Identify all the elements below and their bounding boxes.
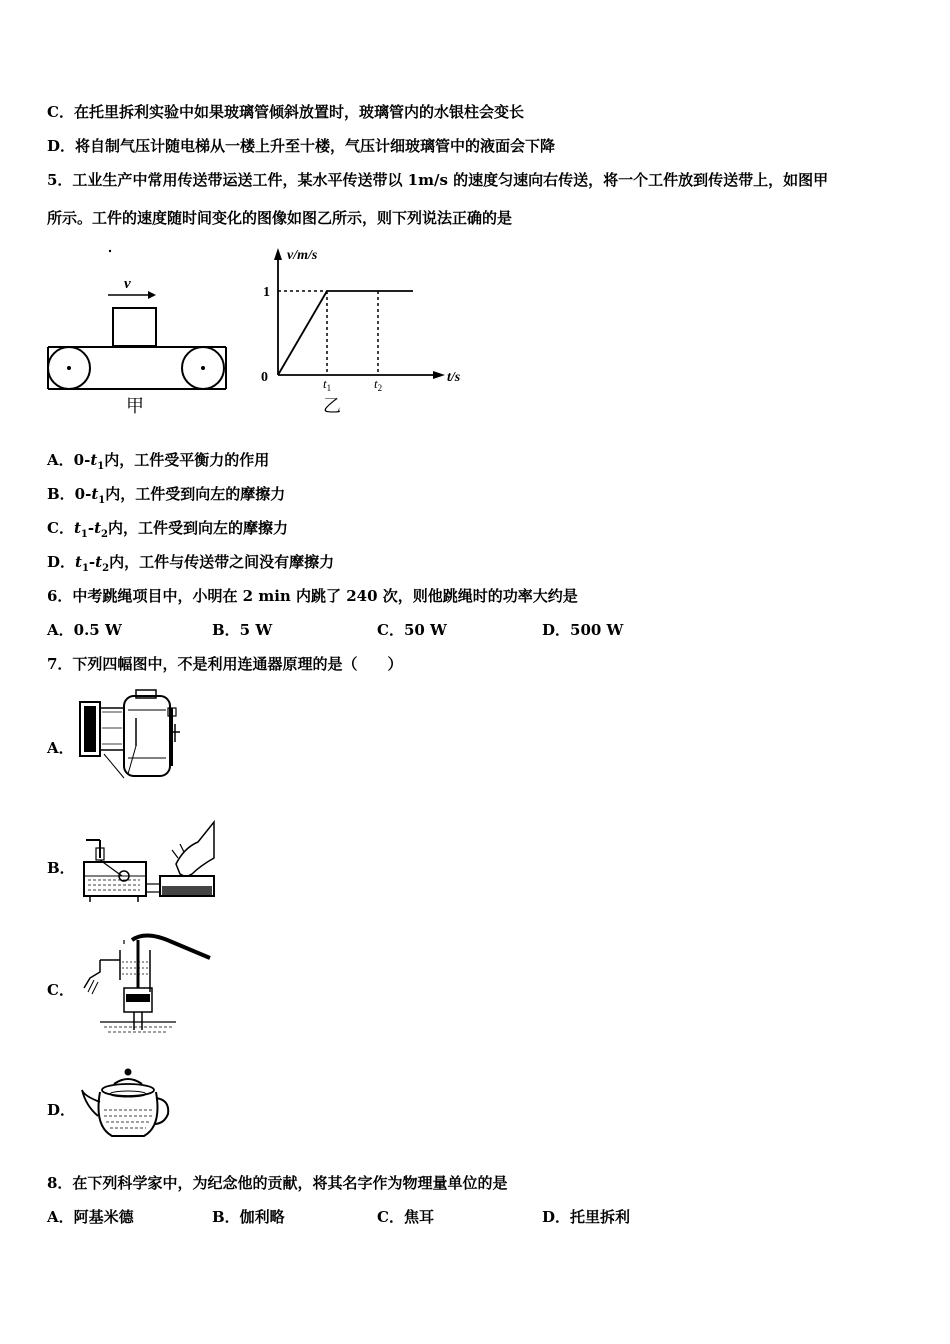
boiler-water-gauge-figure bbox=[74, 688, 184, 783]
t1-label: $t_1$ bbox=[323, 376, 332, 393]
q6-option-a: A．0.5 W bbox=[47, 621, 122, 639]
y-axis-label: v/m/s bbox=[287, 248, 318, 263]
q6-option-b: B．5 W bbox=[212, 621, 273, 639]
q5-option-c: C．$t_1-t_2$内，工件受到向左的摩擦力 bbox=[47, 519, 289, 540]
q6-stem: 6．中考跳绳项目中，小明在 2 min 内跳了 240 次，则他跳绳时的功率大约是 bbox=[47, 587, 578, 605]
q8-option-b: B．伽利略 bbox=[212, 1208, 285, 1226]
y-tick-1: 1 bbox=[263, 285, 270, 300]
t2-label: $t_2$ bbox=[374, 376, 383, 393]
figure-yi-caption: 乙 bbox=[323, 396, 341, 417]
q8-option-c: C．焦耳 bbox=[377, 1208, 434, 1226]
q4-option-d: D．将自制气压计随电梯从一楼上升至十楼，气压计细玻璃管中的液面会下降 bbox=[47, 137, 556, 155]
q6-option-d: D．500 W bbox=[542, 621, 624, 639]
livestock-water-trough-figure bbox=[80, 818, 220, 913]
velocity-label: v bbox=[124, 276, 131, 292]
q4-option-c: C．在托里拆利实验中如果玻璃管倾斜放置时，玻璃管内的水银柱会变长 bbox=[47, 103, 524, 121]
q7-option-c-label: C． bbox=[47, 981, 74, 999]
q5-option-d: D．$t_1-t_2$内，工件与传送带之间没有摩擦力 bbox=[47, 553, 335, 574]
water-pump-figure bbox=[80, 930, 220, 1040]
q5-stem-line2: 所示。工件的速度随时间变化的图像如图乙所示，则下列说法正确的是 bbox=[47, 209, 513, 227]
origin-label: 0 bbox=[261, 370, 268, 385]
teapot-figure bbox=[80, 1066, 180, 1146]
q7-option-a-label: A． bbox=[47, 739, 74, 757]
q5-option-a: A．$0-t_1$内，工件受平衡力的作用 bbox=[47, 451, 270, 472]
q7-option-b-label: B． bbox=[47, 859, 75, 877]
q8-option-a: A．阿基米德 bbox=[47, 1208, 134, 1226]
q5-stem-line1: 5．工业生产中常用传送带运送工件，某水平传送带以 1m/s 的速度匀速向右传送，将一个工件放到传送带上，如图甲 bbox=[47, 171, 829, 189]
q7-option-d-label: D． bbox=[47, 1101, 76, 1119]
figure-jia-caption: 甲 bbox=[126, 396, 144, 417]
q6-option-c: C．50 W bbox=[377, 621, 447, 639]
velocity-time-graph bbox=[255, 240, 475, 420]
q7-stem: 7．下列四幅图中，不是利用连通器原理的是（ ） bbox=[47, 655, 403, 673]
conveyor-belt-figure bbox=[40, 240, 240, 420]
x-axis-label: t/s bbox=[447, 370, 461, 385]
q8-option-d: D．托里拆利 bbox=[542, 1208, 631, 1226]
q8-stem: 8．在下列科学家中，为纪念他的贡献，将其名字作为物理量单位的是 bbox=[47, 1174, 508, 1192]
q5-option-b: B．$0-t_1$内，工件受到向左的摩擦力 bbox=[47, 485, 286, 506]
